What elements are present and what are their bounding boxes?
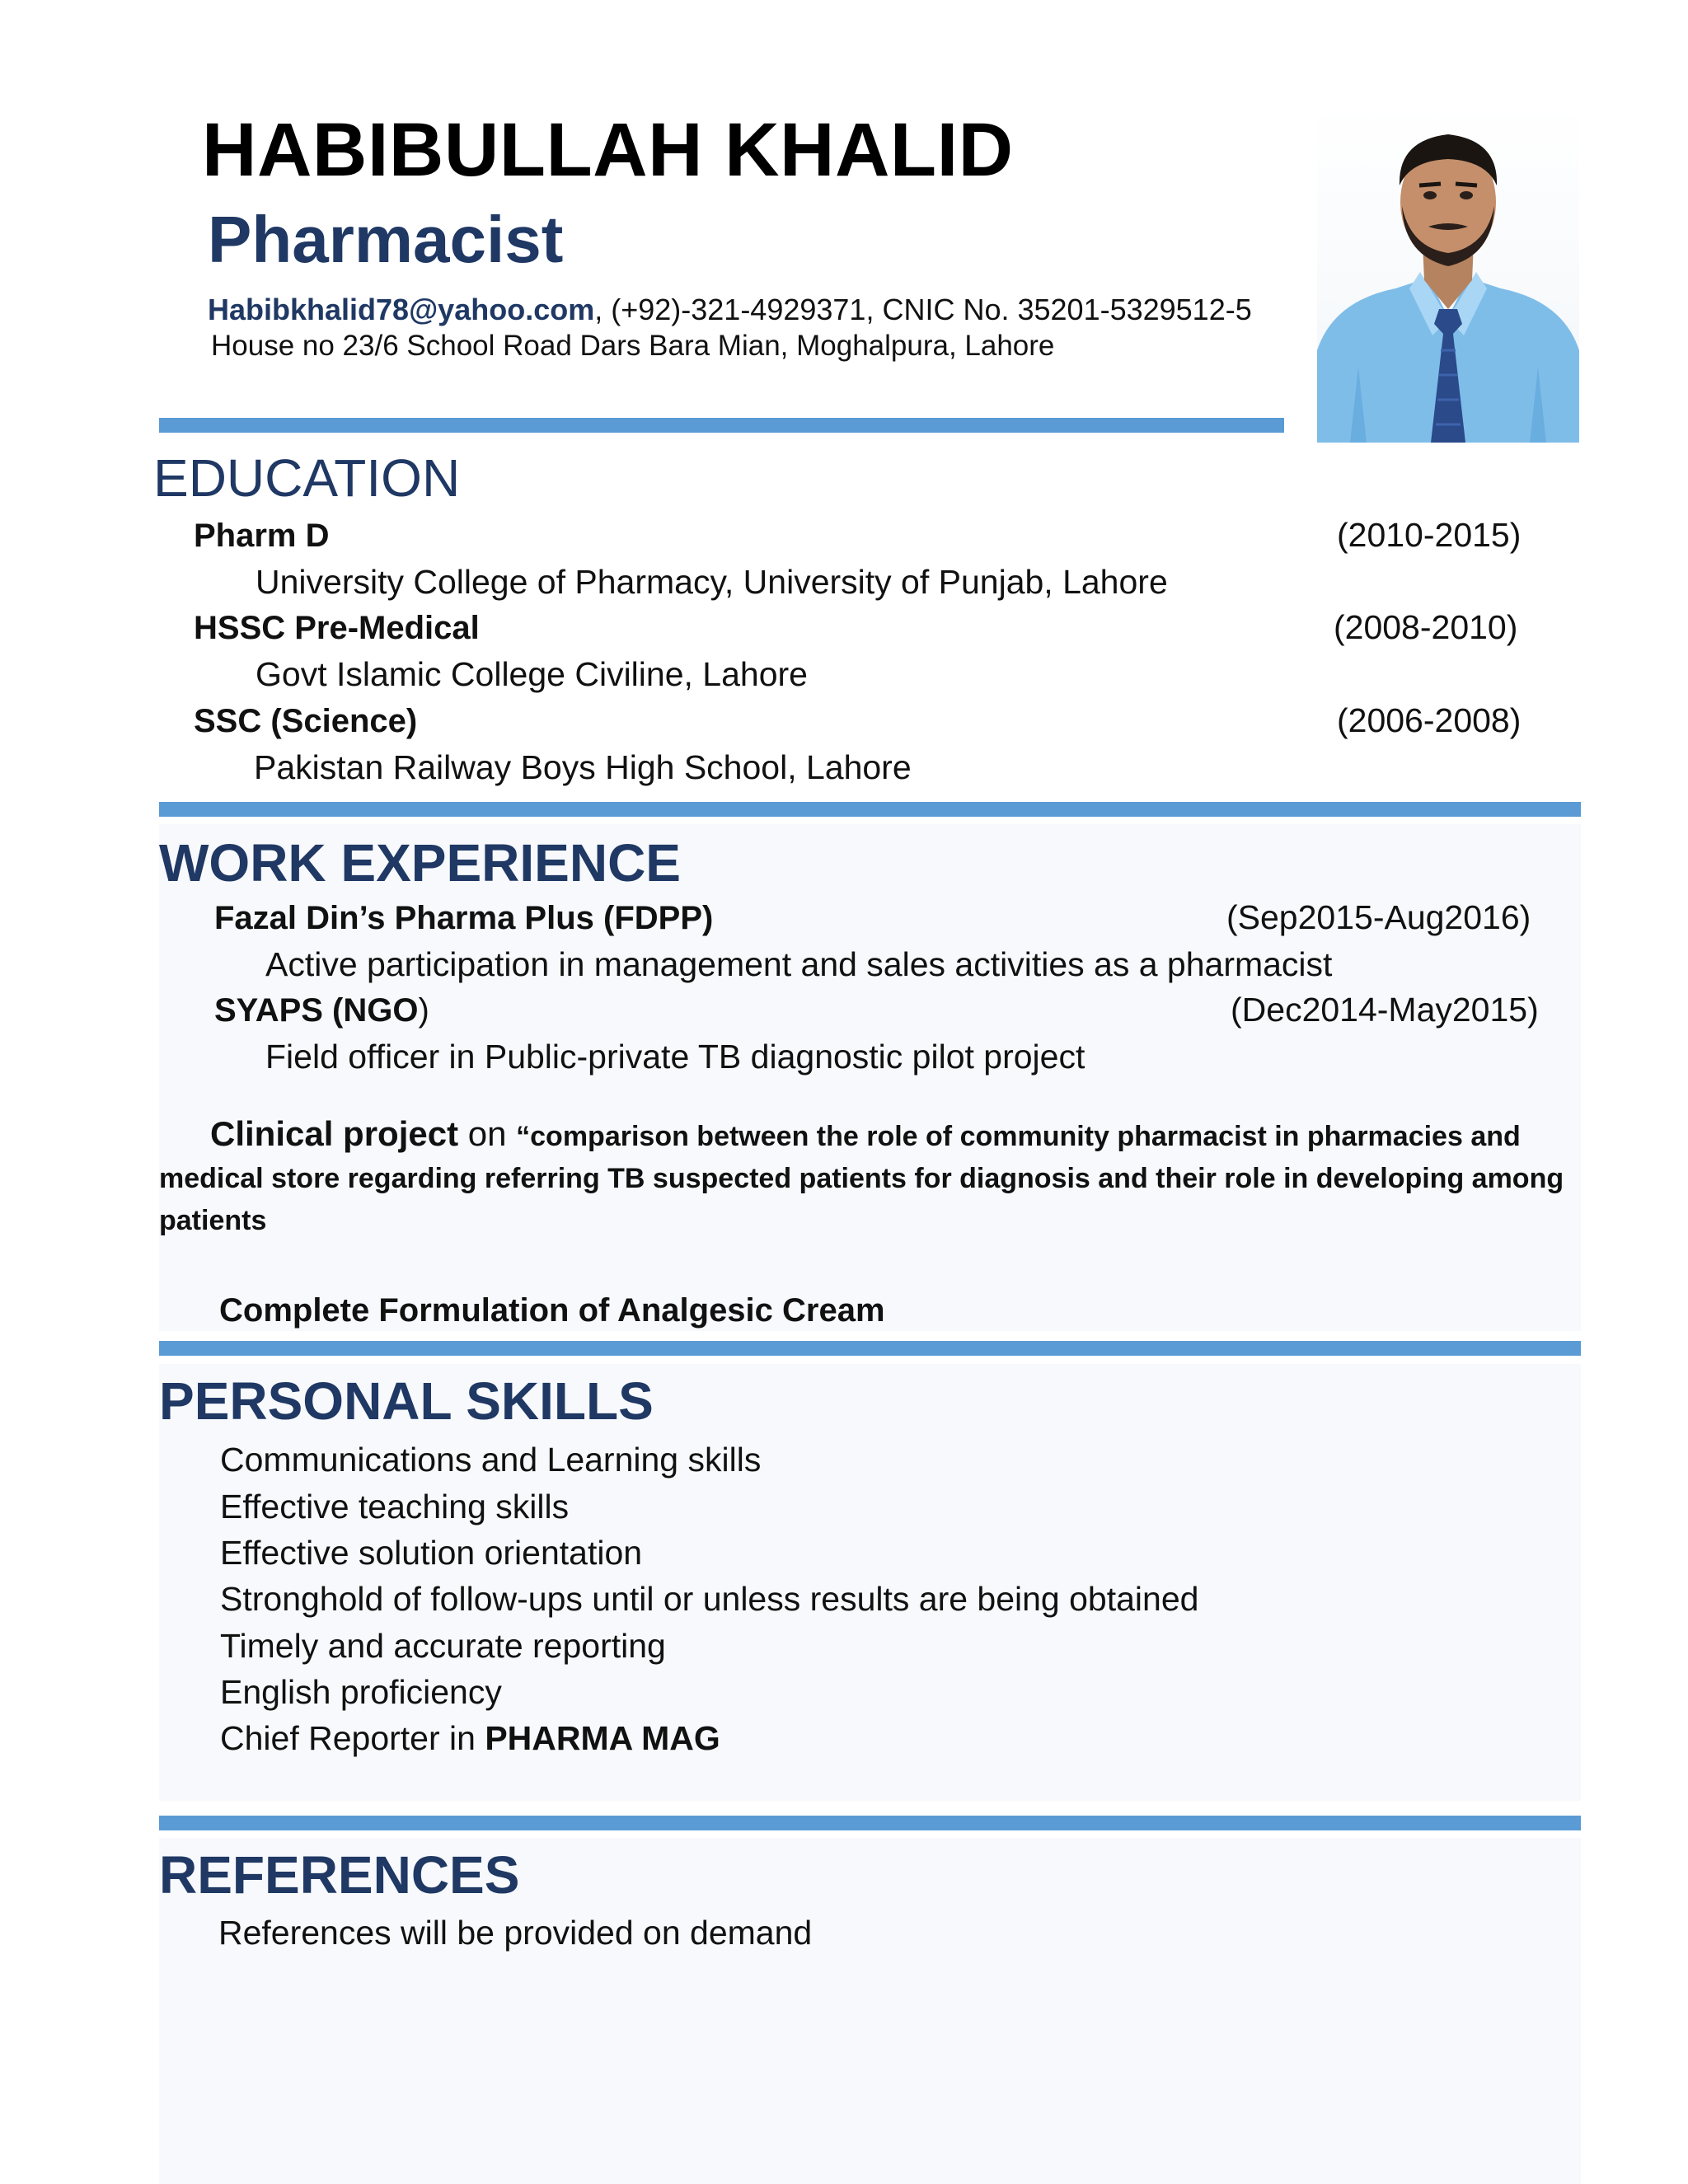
education-institution: Pakistan Railway Boys High School, Lahore: [254, 748, 912, 786]
references-text: References will be provided on demand: [218, 1914, 813, 1952]
candidate-name: HABIBULLAH KHALID: [202, 108, 1014, 192]
skill-item: Communications and Learning skills: [220, 1441, 762, 1479]
work-period: (Sep2015-Aug2016): [1226, 898, 1531, 936]
skills-divider: [159, 1816, 1581, 1830]
work-org-name: SYAPS (NGO: [214, 992, 419, 1029]
education-heading: EDUCATION: [153, 448, 461, 508]
skill-prefix: Chief Reporter in: [220, 1719, 485, 1757]
formulation-project: Complete Formulation of Analgesic Cream: [219, 1292, 885, 1329]
person-portrait-icon: [1317, 103, 1579, 443]
work-description: Field officer in Public-private TB diagnostic pilot project: [265, 1038, 1085, 1076]
project-description: “comparison between the role of community pharmacist in pharmacies and medical store regarding referring TB suspected patients for diagnosis and their role in developing among patients: [159, 1121, 1564, 1236]
header-divider: [159, 418, 1284, 433]
education-years: (2008-2010): [1334, 608, 1518, 646]
skill-item: Effective solution orientation: [220, 1534, 643, 1572]
email-link[interactable]: Habibkhalid78@yahoo.com: [208, 293, 595, 326]
address: House no 23/6 School Road Dars Bara Mian, Moghalpura, Lahore: [211, 330, 1055, 362]
work-org-name: Fazal Din’s Pharma Plus (FDPP): [214, 900, 714, 936]
skill-item: Stronghold of follow-ups until or unless results are being obtained: [220, 1580, 1199, 1618]
work-organization: [214, 992, 429, 1029]
references-heading: REFERENCES: [159, 1845, 520, 1905]
work-heading: WORK EXPERIENCE: [159, 833, 681, 893]
work-period: (Dec2014-May2015): [1231, 991, 1539, 1029]
education-years: (2010-2015): [1337, 516, 1522, 554]
skills-heading: PERSONAL SKILLS: [159, 1371, 654, 1431]
education-degree: SSC (Science): [194, 703, 418, 739]
project-on: on: [458, 1114, 517, 1153]
work-divider: [159, 1341, 1581, 1356]
project-lead: Clinical project: [210, 1114, 459, 1153]
work-organization: [214, 900, 713, 937]
skill-item: Effective teaching skills: [220, 1488, 570, 1526]
education-divider: [159, 802, 1581, 817]
profile-photo: [1317, 103, 1579, 443]
work-org-suffix: ): [418, 992, 429, 1029]
clinical-project: [159, 1113, 1585, 1242]
education-institution: Govt Islamic College Civiline, Lahore: [256, 655, 808, 693]
work-description: Active participation in management and sales activities as a pharmacist: [265, 945, 1333, 983]
skill-highlight: PHARMA MAG: [485, 1719, 720, 1757]
skill-item: Timely and accurate reporting: [220, 1627, 666, 1665]
job-title: Pharmacist: [208, 203, 564, 276]
phone-cnic: , (+92)-321-4929371, CNIC No. 35201-5329512-5: [594, 293, 1252, 326]
skill-item: English proficiency: [220, 1673, 502, 1711]
education-institution: University College of Pharmacy, University of Punjab, Lahore: [256, 563, 1168, 601]
education-years: (2006-2008): [1337, 701, 1522, 739]
education-degree: HSSC Pre-Medical: [194, 610, 480, 646]
skill-item: [220, 1719, 720, 1758]
contact-line: [208, 293, 1252, 327]
education-degree: Pharm D: [194, 518, 330, 554]
